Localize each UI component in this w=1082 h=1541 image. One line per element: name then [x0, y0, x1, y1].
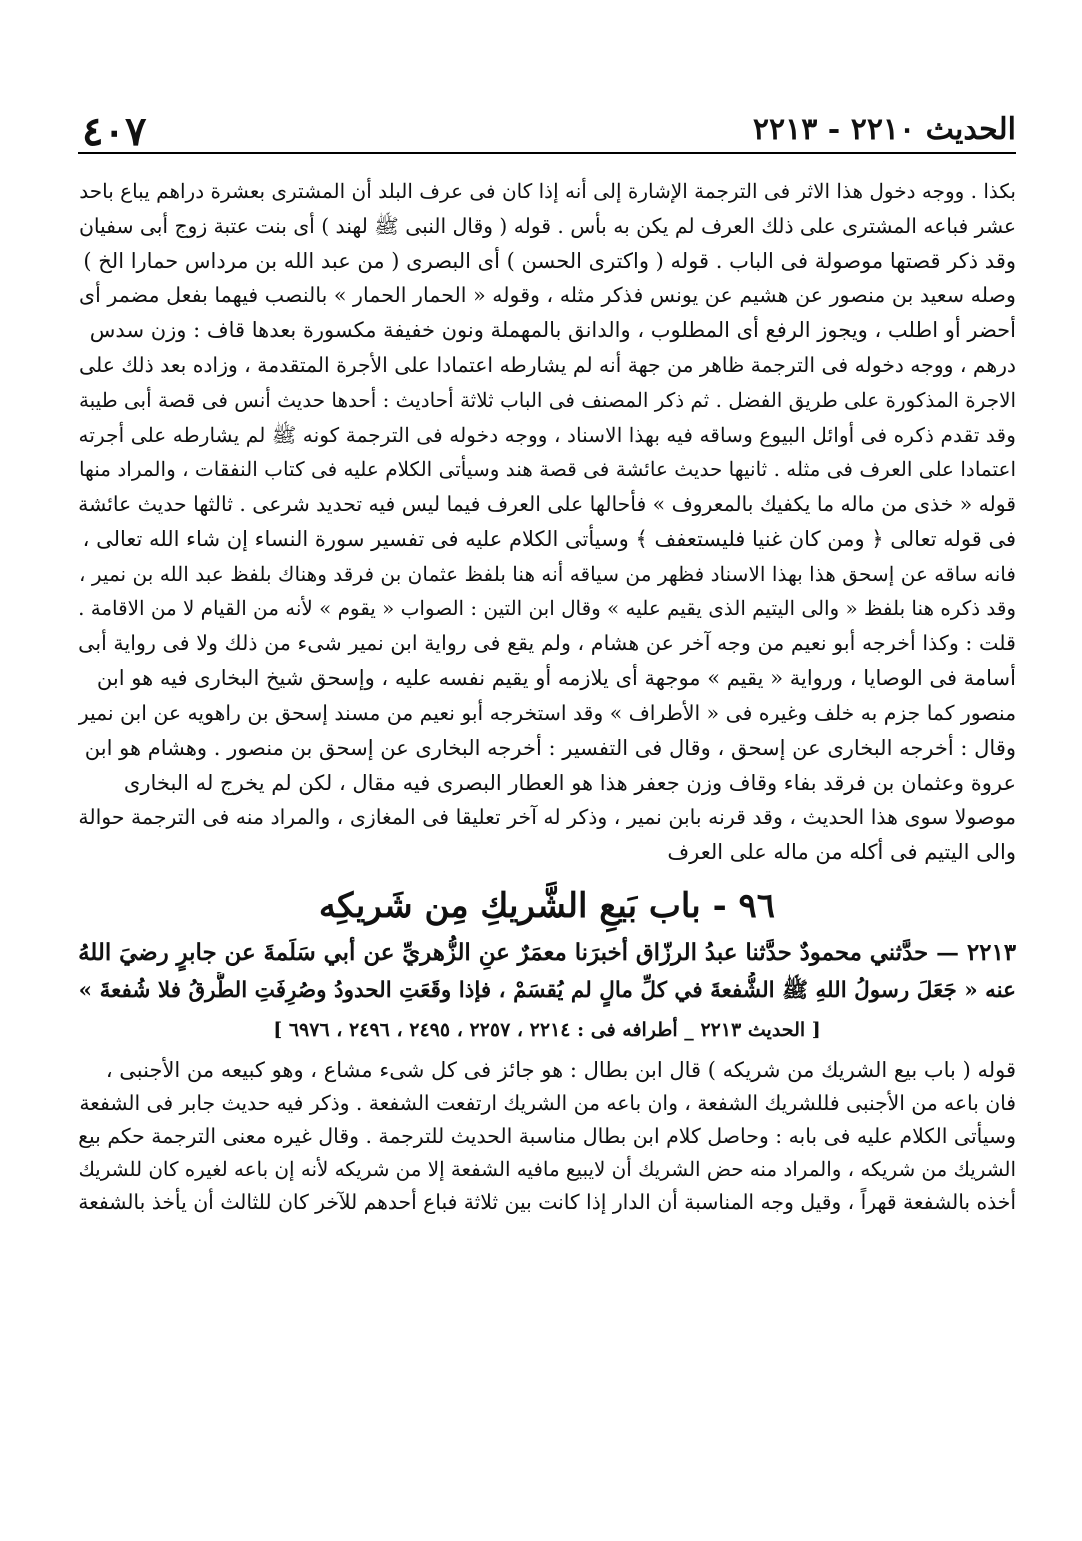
text-line: أحضر أو اطلب ، ويجوز الرفع أى المطلوب ، والدانق بالمهملة ونون خفيفة مكسورة بعدها قاف : وزن سدس: [89, 318, 1016, 343]
text-line: أخذه بالشفعة قهراً ، وقيل وجه المناسبة أن الدار إذا كانت بين ثلاثة فباع أحدهم للآخر كان للثالث أن يأخذ بالشفعة: [78, 1189, 1016, 1214]
text-line: فى قوله تعالى ﴿ ومن كان غنيا فليستعفف ﴾ وسيأتى الكلام عليه فى تفسير سورة النساء إن شاء الله تعالى ،: [82, 526, 1016, 551]
text-line: عشر فباعه المشترى على ذلك العرف لم يكن به بأس . قوله ( وقال النبى ﷺ لهند ) أى بنت عتبة زوج أبى سفيان: [79, 213, 1016, 238]
hadith-text: [78, 934, 1016, 1010]
text-line: وسيأتى الكلام عليه فى بابه : وحاصل كلام ابن بطال مناسبة الحديث للترجمة . وقال غيره معنى الترجمة حكم بيع: [78, 1123, 1016, 1148]
text-line: قلت : وكذا أخرجه أبو نعيم من وجه آخر عن هشام ، ولم يقع فى رواية ابن نمير شىء من ذلك ولا فى رواية أبى: [78, 631, 1016, 656]
text-line: وقال : أخرجه البخارى عن إسحق ، وقال فى التفسير : أخرجه البخارى عن إسحق بن منصور . وهشام هو ابن: [84, 735, 1016, 760]
text-line: منصور كما جزم به خلف وغيره فى « الأطراف » وقد استخرجه أبو نعيم من مسند إسحق بن راهويه عن ابن نمير: [78, 700, 1016, 725]
text-line: فان باعه من الأجنبى فللشريك الشفعة ، وان باعه من الشريك ارتفعت الشفعة . وذكر فيه حديث جابر فى الشفعة: [79, 1090, 1016, 1115]
page-header: [78, 108, 1016, 154]
text-line: درهم ، ووجه دخوله فى الترجمة ظاهر من جهة أنه لم يشارطه اعتمادا على الأجرة المتقدمة ، وزاده بعد ذلك على: [79, 352, 1016, 377]
text-line: وصله سعيد بن منصور عن هشيم عن يونس فذكر مثله ، وقوله « الحمار الحمار » بالنصب فيهما بفعل مضمر أى: [78, 283, 1016, 308]
text-line: أسامة فى الوصايا ، ورواية « يقيم » موجهة أى يلازمه أو يقيم نفسه عليه ، وإسحق شيخ البخارى فيه هو ابن: [96, 666, 1016, 691]
text-line: الشريك من شريكه ، والمراد منه حض الشريك أن لايبيع مافيه الشفعة إلا من شريكه لأنه إن باعه لغيره كان للشريك: [78, 1157, 1016, 1181]
text-line: فانه ساقه عن إسحق هذا بهذا الاسناد فظهر من سياقه أنه هنا بلفظ عثمان بن فرقد وهناك بلفظ عبد الله بن نمير ،: [78, 561, 1016, 586]
text-line: اعتمادا على العرف فى مثله . ثانيها حديث عائشة فى قصة هند وسيأتى الكلام عليه فى كتاب النفقات ، والمراد منها: [78, 457, 1016, 482]
page-number: ٤٠٧: [82, 108, 147, 155]
text-line: قوله ( باب بيع الشريك من شريكه ) قال ابن بطال : هو جائز فى كل شىء مشاع ، وهو كبيعه من الأجنبى ،: [105, 1057, 1016, 1082]
text-line: وقد ذكره هنا بلفظ « والى اليتيم الذى يقيم عليه » وقال ابن التين : الصواب « يقوم » لأنه من القيام لا من الاقامة .: [78, 596, 1016, 620]
text-line: وقد ذكر قصتها موصولة فى الباب . قوله ( واكترى الحسن ) أى البصرى ( من عبد الله بن مرداس حمارا الخ ): [83, 248, 1016, 273]
text-line: عنه « جَعَلَ رسولُ اللهِ ﷺ الشُّفعةَ في كلِّ مالٍ لم يُقسَمْ ، فإذا وقَعَتِ الحدودُ وصُرِفَتِ الطُّرقُ فلا شُفعةَ »: [78, 977, 1016, 1003]
text-line: عروة وعثمان بن فرقد بفاء وقاف وزن جعفر هذا هو العطار البصرى فيه مقال ، لكن لم يخرج له البخارى: [123, 770, 1016, 795]
text-line: الاجرة المذكورة على طريق الفضل . ثم ذكر المصنف فى الباب ثلاثة أحاديث : أحدها حديث أنس فى قصة أبى طيبة: [78, 387, 1016, 412]
sharh-section: [78, 1054, 1016, 1219]
commentary-section: [78, 174, 1016, 870]
hadith-atraf: [ الحديث ٢٢١٣ _ أطرافه فى : ٢٢١٤ ، ٢٢٥٧ ، ٢٤٩٥ ، ٢٤٩٦ ، ٦٩٧٦ ]: [273, 1018, 821, 1041]
running-title: الحديث ٢٢١٠ - ٢٢١٣: [752, 112, 1016, 147]
text-line: والى اليتيم فى أكله من ماله على العرف: [667, 840, 1016, 865]
text-line: بكذا . ووجه دخول هذا الاثر فى الترجمة الإشارة إلى أنه إذا كان فى عرف البلد أن المشترى بعشرة دراهم يباع باحد: [79, 179, 1016, 203]
chapter-heading: ٩٦ - باب بَيعِ الشَّريكِ مِن شَريكِه: [318, 885, 776, 926]
page: [78, 108, 1016, 1219]
text-line: ٢٢١٣ — حدَّثني محمودٌ حدَّثنا عبدُ الرزّاق أخبرَنا معمَرٌ عنِ الزُّهريِّ عن أبي سَلَمةَ عن جابرٍ رضيَ اللهُ: [78, 939, 1016, 966]
text-line: موصولا سوى هذا الحديث ، وقد قرنه بابن نمير ، وذكر له آخر تعليقا فى المغازى ، والمراد منه فى الترجمة حوالة: [78, 805, 1016, 830]
text-line: قوله « خذى من ماله ما يكفيك بالمعروف » فأحالها على العرف فيما ليس فيه تحديد شرعى . ثالثها حديث عائشة: [78, 492, 1016, 517]
text-line: وقد تقدم ذكره فى أوائل البيوع وساقه فيه بهذا الاسناد ، ووجه دخوله فى الترجمة كونه ﷺ لم يشارطه على أجرته: [78, 422, 1016, 447]
